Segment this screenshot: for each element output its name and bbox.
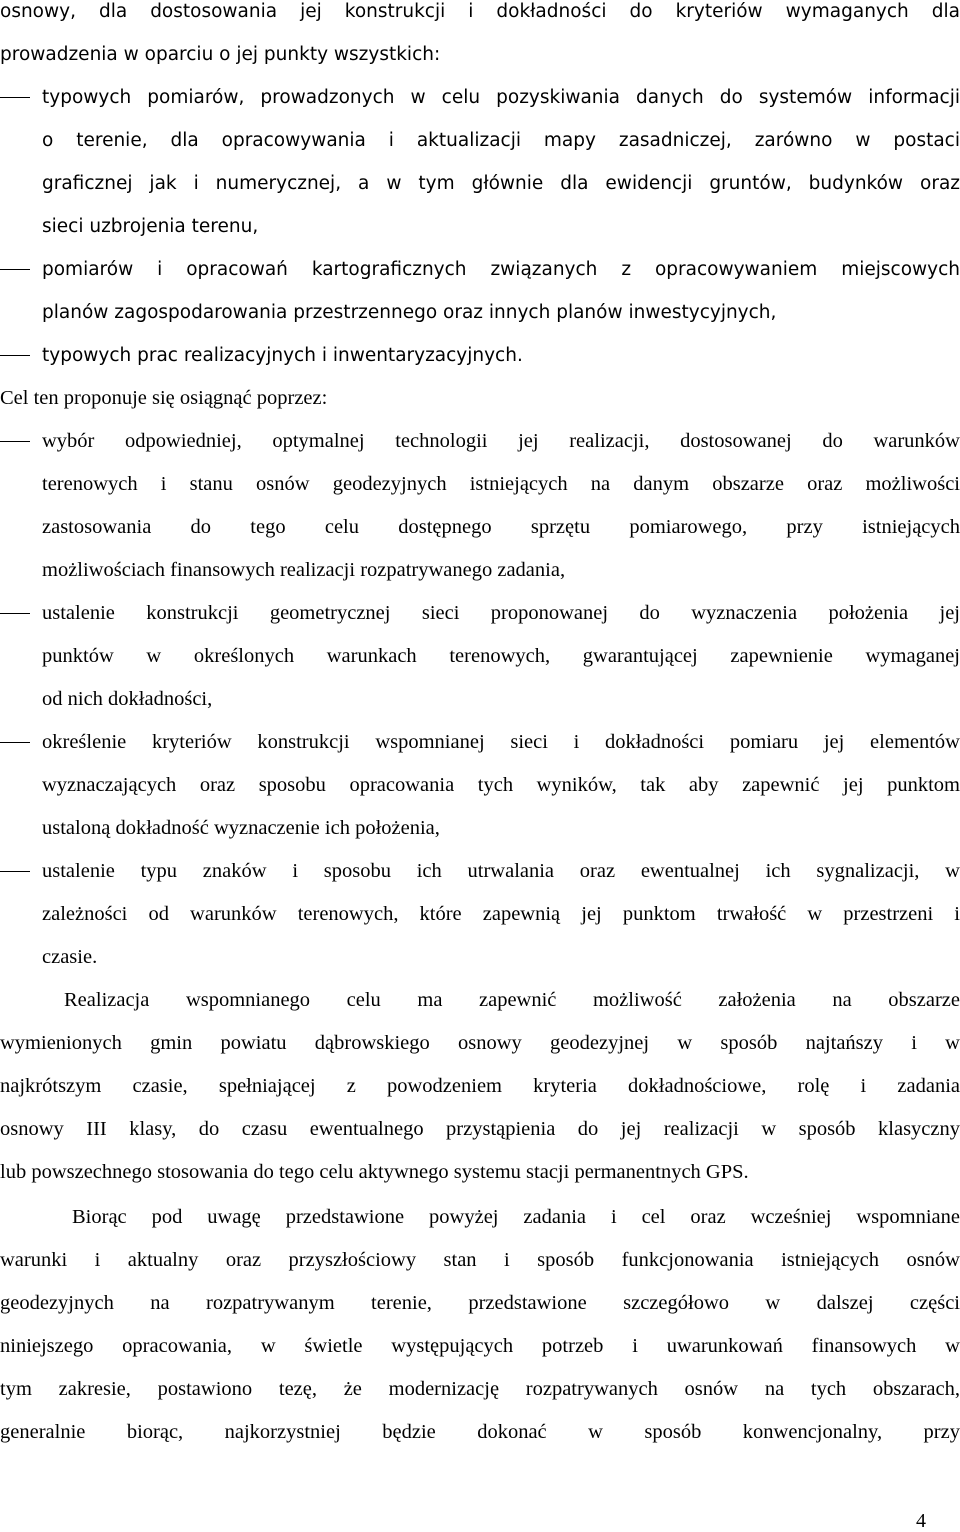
- goal-intro: Cel ten proponuje się osiągnąć poprzez:: [0, 387, 328, 409]
- paragraph2-line1: Biorąc pod uwagę przedstawione powyżej zadania i cel oraz wcześniej wspomniane: [72, 1206, 960, 1228]
- list2-item4-line2: zależności od warunków terenowych, które zapewnią jej punktom trwałość w przestrzeni i: [42, 903, 960, 925]
- list2-item1-line4: możliwościach finansowych realizacji rozpatrywanego zadania,: [42, 559, 566, 581]
- paragraph2-line2: warunki i aktualny oraz przyszłościowy stan i sposób funkcjonowania istniejących osnów: [0, 1249, 960, 1271]
- paragraph1-line3: najkrótszym czasie, spełniającej z powodzeniem kryteria dokładnościowe, rolę i zadania: [0, 1075, 960, 1097]
- list-dash: [0, 97, 30, 98]
- list2-item1-line2: terenowych i stanu osnów geodezyjnych istniejących na danym obszarze oraz możliwości: [42, 473, 960, 495]
- list2-item3-line2: wyznaczających oraz sposobu opracowania tych wyników, tak aby zapewnić jej punktom: [42, 774, 960, 796]
- paragraph1-line1: Realizacja wspomnianego celu ma zapewnić możliwość założenia na obszarze: [64, 989, 960, 1011]
- list-dash: [0, 355, 30, 356]
- page-number: 4: [916, 1510, 926, 1532]
- list2-item4-line1: ustalenie typu znaków i sposobu ich utrwalania oraz ewentualnej ich sygnalizacji, w: [42, 860, 960, 882]
- list2-item1-line1: wybór odpowiedniej, optymalnej technologii jej realizacji, dostosowanej do warunków: [42, 430, 960, 452]
- paragraph2-line4: niniejszego opracowania, w świetle występujących potrzeb i uwarunkowań finansowych w: [0, 1335, 960, 1357]
- paragraph2-line3: geodezyjnych na rozpatrywanym terenie, przedstawione szczegółowo w dalszej części: [0, 1292, 960, 1314]
- list2-item3-line3: ustaloną dokładność wyznaczenie ich położenia,: [42, 817, 440, 839]
- list1-item3-line1: typowych prac realizacyjnych i inwentaryzacyjnych.: [42, 345, 523, 366]
- paragraph1-line5: lub powszechnego stosowania do tego celu aktywnego systemu stacji permanentnych GPS.: [0, 1161, 749, 1183]
- list1-item1-line2: o terenie, dla opracowywania i aktualizacji mapy zasadniczej, zarówno w postaci: [42, 130, 960, 151]
- list1-item2-line1: pomiarów i opracowań kartograficznych związanych z opracowywaniem miejscowych: [42, 259, 960, 280]
- list2-item2-line3: od nich dokładności,: [42, 688, 213, 710]
- list-dash: [0, 269, 30, 270]
- list1-item1-line3: graficznej jak i numerycznej, a w tym głównie dla ewidencji gruntów, budynków oraz: [42, 173, 960, 194]
- list2-item2-line1: ustalenie konstrukcji geometrycznej sieci proponowanej do wyznaczenia położenia jej: [42, 602, 960, 624]
- intro-line-1: osnowy, dla dostosowania jej konstrukcji i dokładności do kryteriów wymaganych dla: [0, 1, 960, 22]
- paragraph2-line5: tym zakresie, postawiono tezę, że modernizację rozpatrywanych osnów na tych obszarach,: [0, 1378, 960, 1400]
- intro-line-2: prowadzenia w oparciu o jej punkty wszystkich:: [0, 44, 441, 65]
- list2-item1-line3: zastosowania do tego celu dostępnego sprzętu pomiarowego, przy istniejących: [42, 516, 960, 538]
- paragraph2-line6: generalnie biorąc, najkorzystniej będzie dokonać w sposób konwencjonalny, przy: [0, 1421, 960, 1443]
- list2-item3-line1: określenie kryteriów konstrukcji wspomnianej sieci i dokładności pomiaru jej elementów: [42, 731, 960, 753]
- list2-item2-line2: punktów w określonych warunkach terenowych, gwarantującej zapewnienie wymaganej: [42, 645, 960, 667]
- list-dash: [0, 441, 30, 442]
- list1-item1-line1: typowych pomiarów, prowadzonych w celu pozyskiwania danych do systemów informacji: [42, 87, 960, 108]
- paragraph1-line4: osnowy III klasy, do czasu ewentualnego przystąpienia do jej realizacji w sposób klasyczny: [0, 1118, 960, 1140]
- list1-item1-line4: sieci uzbrojenia terenu,: [42, 216, 259, 237]
- list2-item4-line3: czasie.: [42, 946, 98, 968]
- paragraph1-line2: wymienionych gmin powiatu dąbrowskiego osnowy geodezyjnej w sposób najtańszy i w: [0, 1032, 960, 1054]
- list-dash: [0, 871, 30, 872]
- list-dash: [0, 742, 30, 743]
- list1-item2-line2: planów zagospodarowania przestrzennego oraz innych planów inwestycyjnych,: [42, 302, 777, 323]
- list-dash: [0, 613, 30, 614]
